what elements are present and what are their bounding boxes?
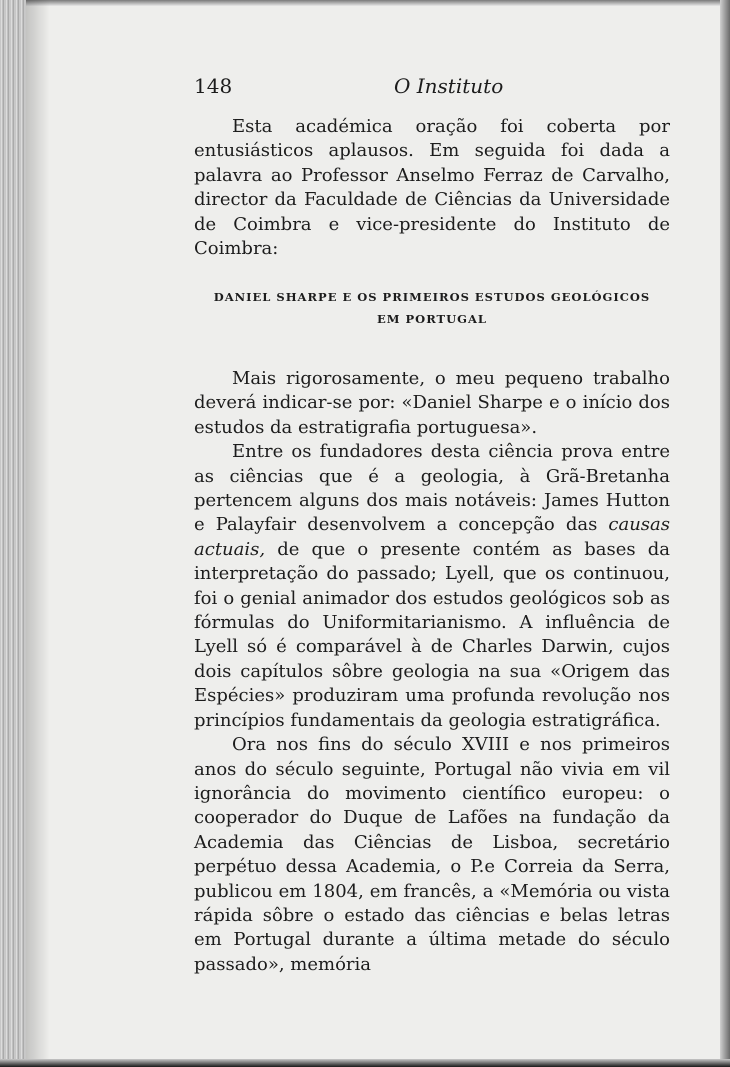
paragraph-2: Mais rigorosamente, o meu pequeno trabalho deverá indicar-se por: «Daniel Sharpe e o início dos estudos da estratigrafia portuguesa».	[194, 368, 670, 438]
paragraph-3-italic-term: causas actuais,	[194, 514, 670, 560]
section-heading-line-2: EM PORTUGAL	[377, 312, 487, 326]
main-text-block	[194, 367, 670, 977]
top-page-edge	[0, 0, 730, 6]
section-heading	[194, 286, 670, 330]
page-header	[194, 74, 670, 104]
paragraph-3-text-b: de que o presente contém as bases da interpretação do passado; Lyell, que os continuou, foi o genial animador dos estudos geológicos sob as fórmulas do Uniformitarianismo. A influência de Lyell só é comparável à de Charles Darwin, cujos dois capítulos sôbre geologia na sua «Origem das Espécies» produziram uma profunda revolução nos princípios fundamentais da geologia estratigráfica.	[194, 538, 670, 731]
page-number: 148	[194, 74, 233, 98]
binding-shadow	[26, 0, 50, 1067]
paragraph-3	[194, 440, 670, 733]
paragraph-4: Ora nos fins do século XVIII e nos primeiros anos do século seguinte, Portugal não vivia em vil ignorância do movimento científico europeu: o cooperador do Duque de Lafões na fundação da Academia das Ciências de Lisboa, secretário perpétuo dessa Academia, o P.e Correia da Serra, publicou em 1804, em francês, a «Memória ou vista rápida sôbre o estado das ciências e belas letras em Portugal durante a última metade do século passado», memória	[194, 734, 670, 975]
right-page-edge	[720, 0, 730, 1067]
binding-page-stack	[0, 0, 26, 1067]
paragraph-3-text-a: Entre os fundadores desta ciência prova entre as ciências que é a geologia, à Grã-Bretanha pertencem alguns dos mais notáveis: James Hutton e Palayfair desenvolvem a concepção das	[194, 441, 670, 536]
section-heading-line-1: DANIEL SHARPE E OS PRIMEIROS ESTUDOS GEOLÓGICOS	[213, 290, 651, 304]
paragraph-1: Esta académica oração foi coberta por entusiásticos aplausos. Em seguida foi dada a palavra ao Professor Anselmo Ferraz de Carvalho, director da Faculdade de Ciências da Universidade de Coimbra e vice-presidente do Instituto de Coimbra:	[194, 116, 670, 260]
running-title: O Instituto	[394, 74, 504, 98]
bottom-page-edge	[0, 1059, 730, 1067]
